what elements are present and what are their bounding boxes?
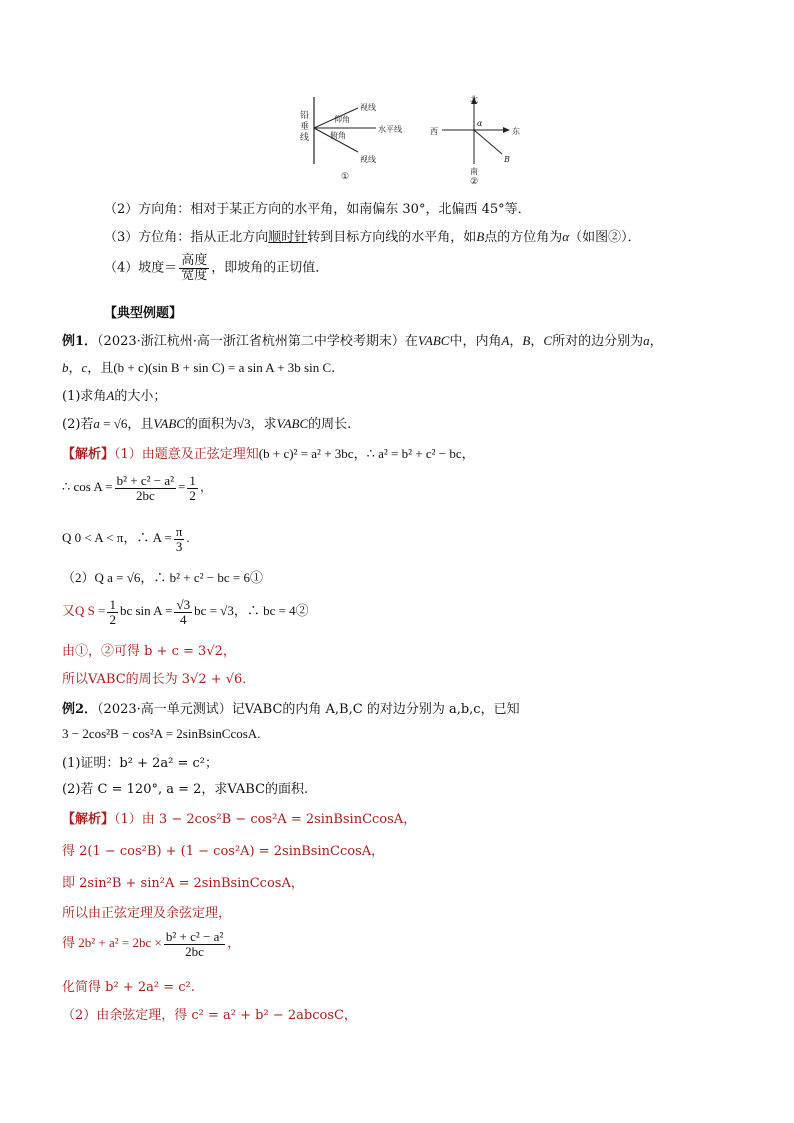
fig1-caption: ① bbox=[341, 172, 350, 182]
ex1-s3: Q 0 < A < π，∴ A = bbox=[62, 530, 172, 546]
ex1-q2a: (2)若 bbox=[62, 417, 94, 432]
ex2-s5-den: 2bc bbox=[185, 943, 204, 959]
ex2-solution-label: 【解析】 bbox=[62, 812, 115, 827]
ex1-question1: (1)求角A的大小； bbox=[62, 388, 167, 404]
fig2-north: 北 bbox=[470, 95, 478, 104]
ex1-solution-line1: 【解析】（1）由题意及正弦定理知(b + c)² = a² + 3bc，∴ a² = b² + c² − bc， bbox=[62, 446, 475, 462]
ex1-q1b: 的大小； bbox=[114, 389, 167, 404]
ex1-solution-line4: （2）Q a = √6，∴ b² + c² − bc = 6① bbox=[62, 570, 263, 585]
fig2-west: 西 bbox=[430, 127, 438, 136]
def3-clockwise: 顺时针 bbox=[268, 230, 308, 245]
ex1-solution-label: 【解析】 bbox=[62, 447, 115, 462]
fig1-depression: 俯角 bbox=[330, 131, 346, 140]
ex1-s2-n2: 1 bbox=[189, 473, 196, 488]
ex1-s2-d2: 2 bbox=[189, 487, 196, 503]
ex1-label: 例1． bbox=[62, 334, 98, 349]
angle-figure bbox=[296, 92, 416, 184]
ex1-condition: (b + c)(sin B + sin C) = a sin A + 3b sin C bbox=[113, 360, 332, 375]
ex1-solution-line7: 所以VABC的周长为 3√2 + √6． bbox=[62, 672, 256, 687]
ex1-l2a: ，且 bbox=[87, 361, 114, 376]
ex1-s2-den: 2bc bbox=[135, 487, 155, 503]
ex1-s2eq: = bbox=[178, 479, 186, 495]
ex1-s5-d2: 4 bbox=[180, 611, 187, 627]
def3-alpha: α bbox=[562, 229, 570, 244]
ex2-question1: (1)证明：b² + 2a² = c²； bbox=[62, 756, 218, 771]
fig1-sight1: 视线 bbox=[360, 103, 376, 112]
section-title: 【典型例题】 bbox=[104, 306, 183, 321]
ex1-q2e: 的周长. bbox=[308, 417, 352, 432]
ex1-s2a: ∴ cos A = bbox=[62, 479, 113, 495]
ex2-solution-line7: （2）由余弦定理，得 c² = a² + b² − 2abcosC， bbox=[62, 1008, 357, 1023]
fig1-sight2: 视线 bbox=[360, 155, 376, 164]
fig2-south: 南 bbox=[470, 167, 478, 176]
bearing-figure bbox=[428, 92, 524, 188]
ex1-s5b: bc sin A = bbox=[119, 603, 173, 619]
ex1-question2: (2)若a = √6，且VABC的面积为√3，求VABC的周长. bbox=[62, 416, 352, 432]
def3-b-point: B bbox=[476, 229, 485, 244]
definition-direction-angle: （2）方向角：相对于某正方向的水平角，如南偏东 30°，北偏西 45°等． bbox=[104, 202, 531, 217]
ex1-s5c: bc = √3，∴ bc = 4② bbox=[194, 603, 309, 619]
ex1-solution-line3: Q 0 < A < π，∴ A = $\frac{\pi}{3}$ . bbox=[62, 524, 190, 554]
fig1-elevation: 仰角 bbox=[334, 115, 350, 124]
ex1-q2c: 的面积为 bbox=[184, 417, 237, 432]
ex2-solution-line5: 得 2b² + a² = 2bc × $\frac{\text{b² + c² − a²}}{2bc}$ ， bbox=[62, 929, 241, 959]
ex2-s5a: 得 2b² + a² = 2bc × bbox=[62, 935, 162, 951]
ex1-s2-num: b² + c² − a² bbox=[116, 473, 175, 488]
fig1-vertical-label: 铅垂线 bbox=[300, 111, 310, 143]
ex1-s5-d1: 2 bbox=[109, 611, 116, 627]
ex1-s1eq2: ∴ a² = b² + c² − bc bbox=[366, 446, 462, 461]
ex1-source: （2023·浙江杭州·高一浙江省杭州第二中学校考期末）在 bbox=[97, 334, 418, 349]
ex2-solution-line2: 得 2(1 − cos²B) + (1 − cos²A) = 2sinBsinCcosA， bbox=[62, 844, 385, 859]
ex1-q2b: ，且 bbox=[127, 417, 154, 432]
ex1-s5-n2: √3 bbox=[176, 597, 191, 612]
ex1-solution-line2: ∴ cos A = $\frac{\text{b² + c² − a²}}{2bc}$ = $\frac{1}{2}$ ， bbox=[62, 473, 213, 503]
ex2-source: （2023·高一单元测试）记VABC的内角 A,B,C 的对边分别为 a,b,c，已知 bbox=[97, 702, 520, 717]
fig2-point-b: B bbox=[504, 155, 510, 164]
definition-bearing bbox=[104, 226, 641, 245]
def3-c: 转到目标方向线的水平角，如 bbox=[307, 230, 477, 245]
ex1-line2: b，c，且(b + c)(sin B + sin C) = a sin A + 3b sin C. bbox=[62, 360, 336, 376]
def3-g: （如图②）． bbox=[569, 230, 641, 245]
fig2-east: 东 bbox=[512, 127, 520, 136]
ex1-q1: (1)求角 bbox=[62, 389, 107, 404]
def4-a: （4）坡度＝ bbox=[104, 260, 178, 276]
ex2-s1: （1）由 3 − 2cos²B − cos²A = 2sinBsinCcosA， bbox=[114, 812, 417, 827]
ex1-s1: （1）由题意及正弦定理知 bbox=[114, 447, 259, 462]
ex2-s5-num: b² + c² − a² bbox=[165, 929, 224, 944]
ex2-solution-line4: 所以由正弦定理及余弦定理， bbox=[62, 906, 232, 921]
ex2-label: 例2． bbox=[62, 702, 98, 717]
ex2-line1 bbox=[62, 698, 520, 717]
def3-a: （3）方位角：指从正北方向 bbox=[104, 230, 269, 245]
ex2-question2: (2)若 C = 120°, a = 2，求VABC的面积. bbox=[62, 782, 309, 797]
slope-denominator: 宽度 bbox=[181, 267, 208, 283]
slope-fraction bbox=[179, 254, 209, 282]
ex1-l1b: 中，内角 bbox=[449, 334, 502, 349]
ex1-q2d: ，求 bbox=[250, 417, 277, 432]
ex1-s1eq: (b + c)² = a² + 3bc bbox=[258, 446, 354, 461]
slope-numerator: 高度 bbox=[181, 253, 208, 268]
ex1-s3-num: π bbox=[175, 524, 183, 539]
fig1-horizontal: 水平线 bbox=[378, 125, 402, 134]
fig2-caption: ② bbox=[470, 177, 479, 187]
ex2-solution-line1 bbox=[62, 808, 416, 827]
ex1-line1: 例1．（2023·浙江杭州·高一浙江省杭州第二中学校考期末）在VABC中，内角A，B，C所对的边分别为a， bbox=[62, 333, 663, 349]
def4-b: ，即坡角的正切值． bbox=[211, 260, 329, 276]
definition-slope bbox=[104, 254, 328, 282]
ex2-solution-line3: 即 2sin²B + sin²A = 2sinBsinCcosA， bbox=[62, 876, 304, 891]
def3-e: 点的方位角为 bbox=[484, 230, 563, 245]
ex1-l1c: 所对的边分别为 bbox=[552, 334, 644, 349]
ex1-s3-den: 3 bbox=[175, 538, 183, 554]
ex2-line2: 3 − 2cos²B − cos²A = 2sinBsinCcosA. bbox=[62, 726, 261, 741]
ex1-solution-line6: 由①，②可得 b + c = 3√2， bbox=[62, 644, 236, 659]
ex2-solution-line6: 化简得 b² + 2a² = c². bbox=[62, 980, 195, 995]
ex1-s5a: 又Q S = bbox=[62, 603, 106, 619]
fig2-alpha: α bbox=[477, 119, 483, 128]
ex1-solution-line5 bbox=[62, 598, 309, 626]
ex1-s5-n1: 1 bbox=[109, 597, 116, 612]
